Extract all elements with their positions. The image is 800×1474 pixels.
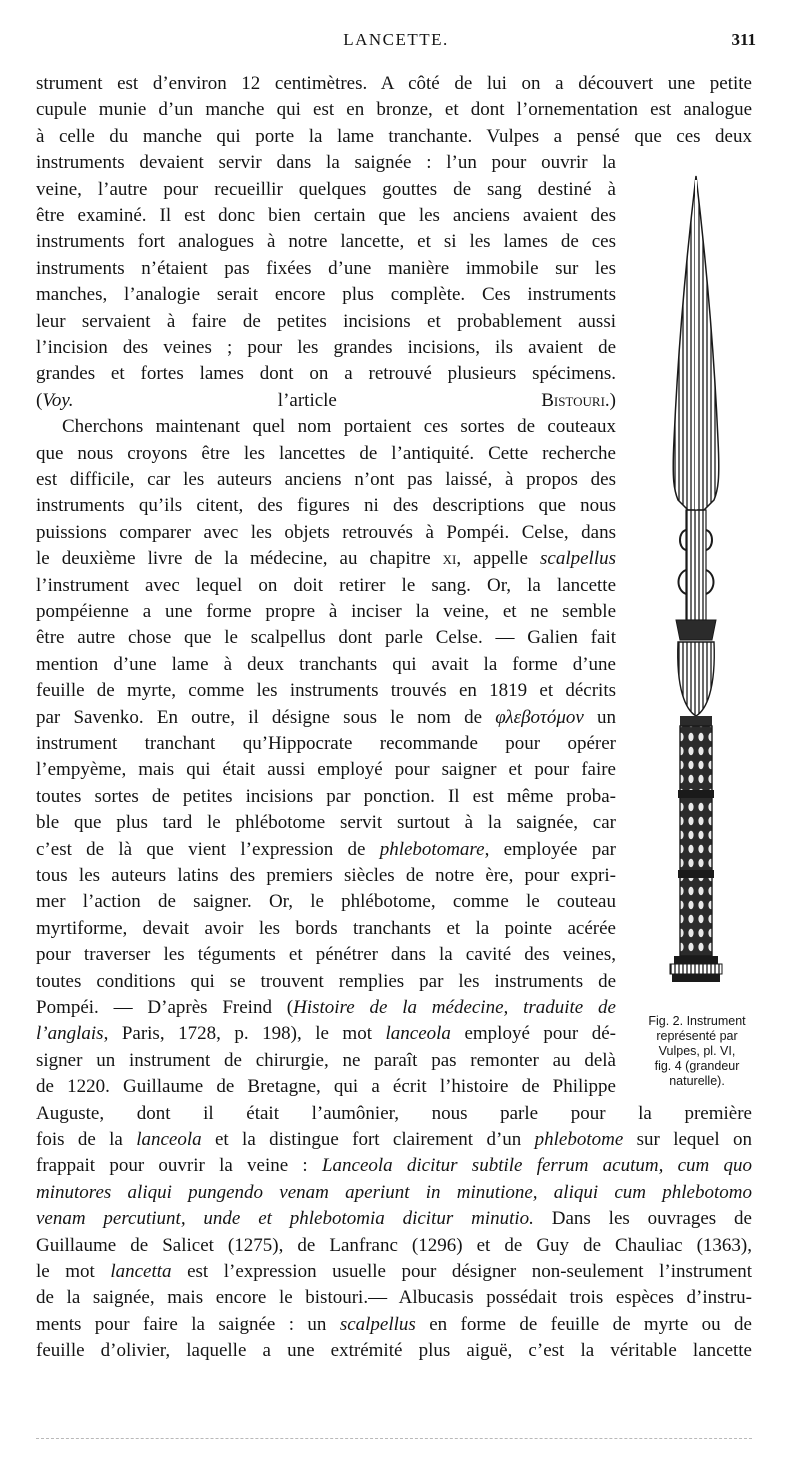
lancet-pommel — [670, 956, 722, 982]
running-header — [36, 30, 756, 60]
text-run: être autre chose que le scalpellus dont parle Celse. — Galien fait — [36, 627, 616, 649]
text-run: l’instrument avec lequel on doit retirer le sang. Or, la lancette — [36, 574, 616, 596]
text-run: instruments devaient servir dans la saignée : l’un pour ouvrir la — [36, 152, 616, 174]
smallcaps-text: Bistouri — [541, 389, 605, 411]
caption-line: Vulpes, pl. VI, — [658, 1044, 736, 1058]
figure-caption — [626, 1014, 768, 1089]
text-run: toutes sortes de petites incisions par ponction. Il est même proba- — [36, 785, 616, 807]
lancet-handle — [678, 726, 714, 956]
text-line — [36, 282, 616, 308]
text-run: frappait pour ouvrir la veine : — [36, 1155, 322, 1177]
text-run: de 1220. Guillaume de Bretagne, qui a écrit l’histoire de Philippe — [36, 1076, 616, 1098]
italic-text: phlebotomare — [379, 838, 485, 860]
text-line — [36, 1048, 616, 1074]
text-run: par Savenko. En outre, il désigne sous le nom de — [36, 706, 496, 728]
text-line — [36, 441, 616, 467]
text-line — [36, 1101, 752, 1127]
text-run: employé pour dé- — [450, 1023, 616, 1045]
text-line — [36, 1153, 752, 1179]
text-run: ( — [36, 389, 43, 411]
text-line — [36, 546, 616, 572]
text-run: est difficile, car les auteurs anciens n’ont pas laissé, à propos des — [36, 469, 616, 490]
italic-text: phlebotome — [534, 1129, 624, 1150]
text-run: grandes et fortes lames dont on a retrouvé plusieurs spécimens. — [36, 363, 616, 385]
text-line — [36, 599, 616, 625]
italic-text: Lanceola dicitur subtile ferrum acutum, cum quo — [321, 1155, 752, 1177]
text-run: instrument tranchant qu’Hippocrate recommande pour opérer — [36, 733, 616, 754]
text-run: leur servaient à faire de petites incisions et probablement aussi — [36, 310, 616, 332]
text-line — [36, 414, 616, 440]
text-run: Pompéi. — D’après Freind ( — [36, 997, 294, 1018]
text-run: en forme de feuille de myrte ou de — [415, 1313, 752, 1335]
text-run: .) — [604, 389, 616, 411]
text-line — [36, 810, 616, 836]
lancet-collar — [676, 620, 716, 726]
text-run: être examiné. Il est donc bien certain que les anciens avaient des — [36, 205, 616, 226]
text-line — [36, 969, 616, 995]
text-line — [36, 625, 616, 651]
text-line — [36, 256, 616, 282]
text-line — [36, 757, 616, 783]
italic-text: scalpellus — [540, 548, 616, 570]
text-line — [36, 889, 616, 915]
text-line — [36, 150, 616, 176]
text-line — [36, 177, 616, 203]
text-line — [36, 678, 616, 704]
text-run: , Paris, 1728, p. 198), le mot — [103, 1023, 386, 1045]
caption-line: représenté par — [656, 1029, 738, 1043]
text-run: pompéienne a une forme propre à inciser la veine, et ne semble — [36, 601, 616, 622]
text-line — [36, 573, 616, 599]
text-run: sur lequel on — [623, 1129, 752, 1150]
text-run: de la saignée, mais encore le bistouri.— Albucasis possédait trois espèces d’instru- — [36, 1287, 752, 1309]
italic-text: l’anglais — [36, 1023, 104, 1045]
text-line — [36, 1074, 616, 1100]
lancet-illustration — [626, 170, 768, 1010]
text-run: cupule munie d’un manche qui est en bronze, et dont l’ornementation est analogue — [36, 99, 752, 121]
text-run: c’est de là que vient l’expression de — [36, 838, 380, 860]
italic-text: lanceola — [385, 1023, 451, 1045]
italic-text: lancetta — [110, 1261, 172, 1282]
text-line — [36, 388, 616, 414]
text-line — [36, 942, 616, 968]
caption-line: Fig. 2. Instrument — [648, 1014, 746, 1028]
text-run: tous les auteurs latins des premiers siècles de notre ère, pour expri- — [36, 865, 616, 886]
text-run: pour traverser les téguments et pénétrer dans la cavité des veines, — [36, 944, 616, 966]
text-run: que nous croyons être les lancettes de l’antiquité. Cette recherche — [36, 442, 616, 464]
text-run: veine, l’autre pour recueillir quelques gouttes de sang destiné à — [36, 178, 616, 200]
text-line — [36, 731, 616, 757]
italic-text: minutores aliqui pungendo venam aperiunt in minutione, aliqui cum phlebotomo — [36, 1181, 752, 1203]
text-line — [36, 203, 616, 229]
text-run: un — [583, 706, 617, 728]
text-line — [36, 863, 616, 889]
text-run: l’incision des veines ; pour les grandes incisions, ils avaient de — [36, 337, 616, 358]
text-line — [36, 1206, 752, 1232]
text-line — [36, 1180, 752, 1206]
text-line — [36, 335, 616, 361]
text-run: , employée par — [484, 838, 616, 860]
text-line — [36, 837, 616, 863]
italic-text: Voy. — [42, 389, 74, 411]
text-line — [36, 1312, 752, 1338]
text-line — [36, 995, 616, 1021]
lancet-neck — [679, 510, 714, 620]
text-run: est l’expression usuelle pour désigner non-seulement l’instrument — [171, 1261, 752, 1282]
text-line — [36, 1021, 616, 1047]
text-run: instruments qu’ils citent, des figures ni des descriptions que nous — [36, 495, 616, 517]
text-run: instruments fort analogues à notre lancette, et si les lames de ces — [36, 231, 616, 253]
text-line — [36, 652, 616, 678]
smallcaps-text: xi — [442, 548, 457, 570]
text-run: et la distingue fort clairement d’un — [201, 1129, 535, 1150]
caption-line: fig. 4 (grandeur — [654, 1059, 740, 1073]
text-run: strument est d’environ 12 centimètres. A côté de lui on a découvert une petite — [36, 73, 752, 94]
text-run: Dans les ouvrages de — [533, 1208, 752, 1230]
italic-text: venam percutiunt, unde et phlebotomia dicitur minutio. — [36, 1208, 534, 1230]
text-run: signer un instrument de chirurgie, ne paraît pas remonter au delà — [36, 1049, 616, 1071]
text-run: à celle du manche qui porte la lame tranchante. Vulpes a pensé que ces deux — [36, 125, 752, 147]
italic-text: scalpellus — [339, 1313, 416, 1335]
text-run: instruments n’étaient pas fixées d’une manière immobile sur les — [36, 257, 616, 279]
text-run: mention d’une lame à deux tranchants qui avait la forme d’une — [36, 653, 616, 675]
page-bottom-edge — [36, 1438, 752, 1441]
text-run: mer l’action de saigner. Or, le phlébotome, comme le couteau — [36, 891, 616, 913]
text-line — [36, 520, 616, 546]
text-line — [36, 1338, 752, 1364]
text-run: , appelle — [456, 548, 540, 570]
italic-text: lanceola — [136, 1129, 202, 1150]
text-line — [36, 916, 616, 942]
text-run: le deuxième livre de la médecine, au chapitre — [36, 548, 443, 570]
italic-text: Histoire de la médecine, traduite de — [293, 997, 616, 1018]
text-run: myrtiforme, devait avoir les bords tranchants et la pointe acérée — [36, 917, 616, 939]
text-line — [36, 1127, 752, 1153]
text-run: manches, l’analogie serait encore plus complète. Ces instruments — [36, 284, 616, 306]
text-run: toutes conditions qui se trouvent remplies par les instruments de — [36, 970, 616, 992]
text-run: l’empyème, mais qui était aussi employé pour saigner et pour faire — [36, 759, 616, 781]
text-line — [36, 1259, 752, 1285]
text-line — [36, 361, 616, 387]
greek-text: φλεβοτόμον — [495, 706, 584, 728]
text-line — [36, 1233, 752, 1259]
text-line — [36, 1285, 752, 1311]
text-run: Guillaume de Salicet (1275), de Lanfranc (1296) et de Guy de Chauliac (1363), — [36, 1234, 752, 1256]
text-run: le mot — [36, 1261, 111, 1282]
text-line — [36, 71, 752, 97]
text-line — [36, 705, 616, 731]
text-run: fois de la — [36, 1129, 137, 1150]
text-line — [36, 124, 752, 150]
text-run: puissions comparer avec les objets retrouvés à Pompéi. Celse, dans — [36, 521, 616, 543]
text-run: ble que plus tard le phlébotome servit surtout à la saignée, car — [36, 812, 616, 834]
lancet-figure — [626, 170, 768, 1010]
text-line — [36, 309, 616, 335]
lancet-blade — [673, 176, 719, 510]
page-number: 311 — [731, 30, 756, 49]
running-title: LANCETTE. — [343, 30, 449, 49]
text-run: feuille d’olivier, laquelle a une extrémité plus aiguë, c’est la véritable lancette — [36, 1340, 752, 1362]
text-run: Auguste, dont il était l’aumônier, nous parle pour la première — [36, 1102, 752, 1124]
text-run: l’article — [73, 389, 542, 411]
text-line — [36, 97, 752, 123]
text-run: Cherchons maintenant quel nom portaient ces sortes de couteaux — [62, 416, 616, 438]
text-line — [36, 467, 616, 493]
text-line — [36, 493, 616, 519]
text-line — [36, 229, 616, 255]
text-line — [36, 784, 616, 810]
caption-line: naturelle). — [669, 1074, 725, 1088]
text-run: ments pour faire la saignée : un — [36, 1313, 340, 1335]
text-run: feuille de myrte, comme les instruments trouvés en 1819 et décrits — [36, 680, 616, 702]
